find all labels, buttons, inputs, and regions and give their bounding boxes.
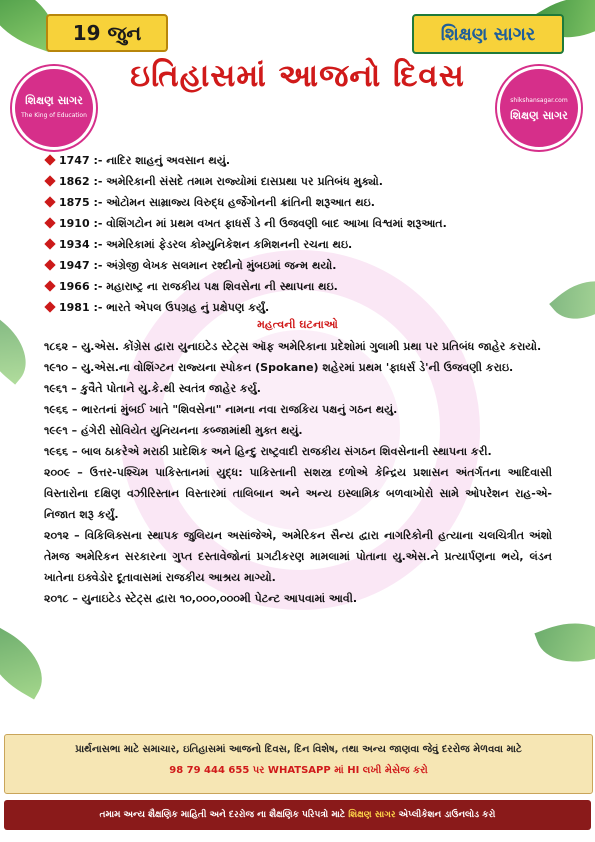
important-event: ૧૯૬૬ – બાલ ઠાકરેએ મરાઠી પ્રાદેશિક અને હિન્દુ રાષ્ટ્રવાદી રાજકીય સંગઠન શિવસેનાની સ્થાપના કરી. <box>44 445 492 458</box>
footer-line1: પ્રાર્થનાસભા માટે સમાચાર, ઇતિહાસમાં આજનો દિવસ, દિન વિશેષ, તથા અન્ય જાણવા જેવું દરરોજ મેળવવા માટે <box>75 744 522 755</box>
event-item <box>44 213 544 234</box>
event-item <box>44 276 544 297</box>
event-item <box>44 171 544 192</box>
footer-subscribe-box <box>4 734 593 794</box>
event-item <box>44 297 544 318</box>
important-event: ૧૯૧૦ – યુ.એસ.ના વોશિંગ્ટન રાજ્યના સ્પોકન (Spokane) શહેરમાં પ્રથમ 'ફાધર્સ ડે'ની ઉજવણી કરાઇ. <box>44 361 514 374</box>
diamond-bullet-icon <box>44 196 55 207</box>
important-event: ૨૦૧૮ – યુનાઇટેડ સ્ટેટ્સ દ્વારા ૧૦,૦૦૦,૦૦૦મી પેટન્ટ આપવામાં આવી. <box>44 592 358 605</box>
footer-contact-line <box>5 765 592 776</box>
diamond-bullet-icon <box>44 217 55 228</box>
event-text: 1947 :- અંગ્રેજી લેખક સલમાન રશ્દીનો મુંબઇમાં જન્મ થયો. <box>59 259 337 272</box>
important-event: ૨૦૧૨ – વિકિલિક્સના સ્થાપક જુલિયન અસાંજેએ, અમેરિકન સૈન્ય દ્વારા નાગરિકોની હત્યાના ચલચિત્રીત અંશો તેમજ અમેરિકન સરકારના ગુપ્ત દસ્તાવેજોનાં પ્રગટીકરણ મામલામાં પોતાના યુ.એસ.ને પ્રત્યાર્પણના ભયે, લંડન ખાતેના ઇક્વેડોર દૂતાવાસમાં રાજકીય આશ્રય માગ્યો. <box>44 529 552 584</box>
app-brand-name: શિક્ષણ સાગર <box>348 810 396 820</box>
important-event: ૨૦૦૯ – ઉત્તર-પશ્ચિમ પાકિસ્તાનમાં યુદ્ધ: પાકિસ્તાની સશસ્ત્ર દળોએ કેન્દ્રિય પ્રશાસન અંતર્ગતના આદિવાસી વિસ્તારોના દક્ષિણ વઝીરિસ્તાન વિસ્તારમાં તાલિબાન અને અન્ય ઇસ્લામિક બળવાખોરો સામે ઓપરેશન રાહ-એ-નિજાત શરૂ કર્યું. <box>44 466 552 521</box>
hi-label: HI <box>347 765 360 776</box>
leaf-decoration <box>0 626 57 700</box>
important-heading: મહત્વની ઘટનાઓ <box>257 318 338 331</box>
page-title: ઇતિહાસમાં આજનો દિવસ <box>130 58 465 94</box>
logo-name: શિક્ષણ સાગર <box>25 94 83 107</box>
footer-text: તમામ અન્ય શૈક્ષણિક માહિતી અને દરરોજ ના શૈક્ષણિક પરિપત્રો માટે <box>99 810 346 820</box>
phone-number[interactable]: 98 79 444 655 <box>169 765 250 776</box>
important-event: ૧૯૬૧ – કુવૈતે પોતાને યુ.કે.થી સ્વતંત્ર જાહેર કર્યુ. <box>44 382 261 395</box>
footer-text: માં <box>334 765 344 776</box>
important-event: ૧૮૬૨ – યુ.એસ. કોંગ્રેસ દ્વારા યુનાઇટેડ સ્ટેટ્સ ઑફ અમેરિકાના પ્રદેશોમાં ગુલામી પ્રથા પર પ્રતિબંધ જાહેર કરાયો. <box>44 340 542 353</box>
event-text: 1910 :- વોશિંગટોન માં પ્રથમ વખત ફાધર્સ ડે ની ઉજવણી બાદ આખા વિશ્વમાં શરૂઆત. <box>59 217 447 230</box>
event-text: 1981 :- ભારતે એપલ ઉપગ્રહ નું પ્રક્ષેપણ કર્યું. <box>59 301 270 314</box>
event-item <box>44 255 544 276</box>
footer-app-bar <box>4 800 591 830</box>
diamond-bullet-icon <box>44 280 55 291</box>
brand-badge: શિક્ષણ સાગર <box>412 14 564 54</box>
leaf-decoration <box>534 609 595 675</box>
event-item <box>44 192 544 213</box>
important-event: ૧૯૯૧ – હંગેરી સોવિયેત યુનિયનના કબ્જામાંથી મુક્ત થયું. <box>44 424 303 437</box>
diamond-bullet-icon <box>44 175 55 186</box>
whatsapp-label: WHATSAPP <box>267 765 331 776</box>
event-item <box>44 150 544 171</box>
logo-tagline: The King of Education <box>21 112 87 119</box>
logo-left <box>12 66 96 150</box>
diamond-bullet-icon <box>44 154 55 165</box>
event-text: 1875 :- ઓટોમન સામ્રાજ્ય વિરુદ્ધ હર્જેગોનની ક્રાંતિની શરૂઆત થઇ. <box>59 196 375 209</box>
logo-name: શિક્ષણ સાગર <box>510 109 568 122</box>
date-badge: 19 જુન <box>46 14 168 52</box>
logo-url: shikshansagar.com <box>510 97 568 104</box>
event-text: 1747 :- નાદિર શાહનું અવસાન થયું. <box>59 154 231 167</box>
diamond-bullet-icon <box>44 259 55 270</box>
footer-text: એપ્લીકેશન ડાઉનલોડ કરો <box>398 810 496 820</box>
event-text: 1934 :- અમેરિકામાં ફેડરલ કોમ્યુનિકેશન કમિશનની રચના થઇ. <box>59 238 353 251</box>
event-item <box>44 234 544 255</box>
important-events-list <box>44 336 552 609</box>
event-text: 1966 :- મહારાષ્ટ્ર ના રાજકીય પક્ષ શિવસેના ની સ્થાપના થઇ. <box>59 280 338 293</box>
events-list <box>44 150 544 318</box>
event-text: 1862 :- અમેરિકાની સંસદે તમામ રાજ્યોમાં દાસપ્રથા પર પ્રતિબંધ મુક્યો. <box>59 175 383 188</box>
diamond-bullet-icon <box>44 301 55 312</box>
logo-right <box>497 66 581 150</box>
footer-text: લખી મેસેજ કરો <box>362 765 428 776</box>
footer-text: પર <box>252 765 265 776</box>
diamond-bullet-icon <box>44 238 55 249</box>
important-event: ૧૯૬૬ – ભારતનાં મુંબઈ ખાતે "શિવસેના" નામના નવા રાજકિય પક્ષનું ગઠન થયું. <box>44 403 398 416</box>
